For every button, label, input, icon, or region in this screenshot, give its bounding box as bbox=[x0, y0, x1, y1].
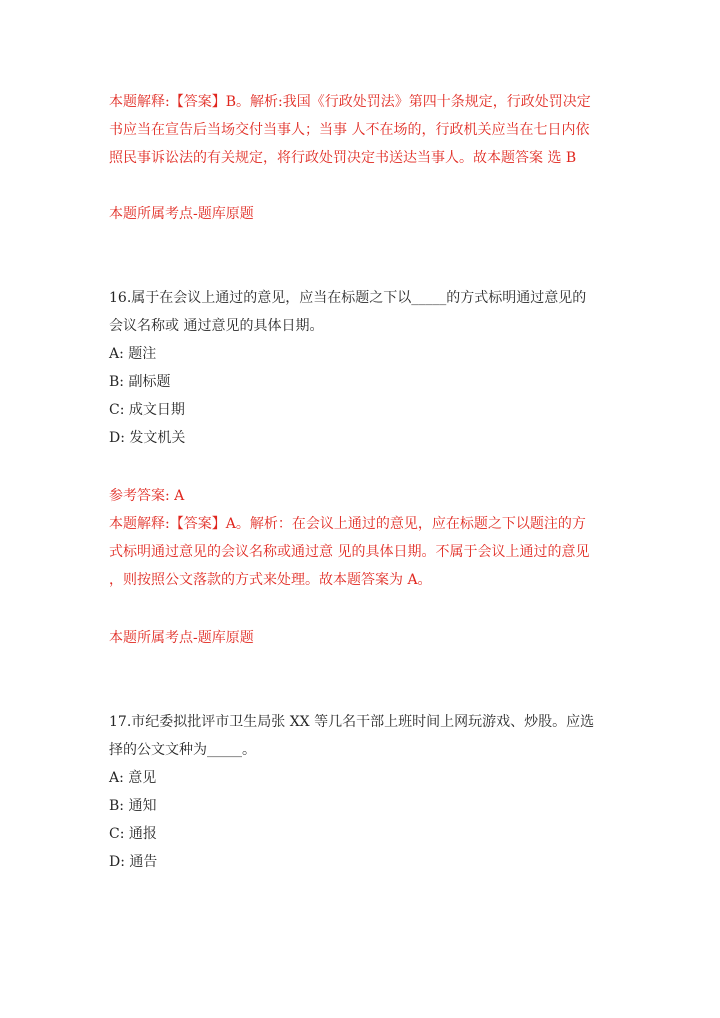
option-b: B: 通知 bbox=[109, 798, 157, 814]
question-15-knowledge-point bbox=[109, 200, 619, 228]
explanation-line: 书应当在宣告后当场交付当事人；当事 人不在场的，行政机关应当在七日内依 bbox=[109, 122, 590, 138]
question-stem-line: 择的公文文种为_____。 bbox=[109, 742, 256, 758]
explanation-line: 本题解释:【答案】B。解析:我国《行政处罚法》第四十条规定，行政处罚决定 bbox=[109, 94, 591, 110]
question-stem-line: 17.市纪委拟批评市卫生局张 XX 等几名干部上班时间上网玩游戏、炒股。应选 bbox=[109, 714, 595, 730]
option-a: A: 意见 bbox=[109, 770, 157, 786]
question-stem-line: 16.属于在会议上通过的意见，应当在标题之下以_____的方式标明通过意见的 bbox=[109, 290, 587, 306]
question-16 bbox=[109, 284, 619, 452]
knowledge-point-text: 本题所属考点-题库原题 bbox=[109, 630, 254, 646]
explanation-line: 照民事诉讼法的有关规定，将行政处罚决定书送达当事人。故本题答案 选 B bbox=[109, 150, 577, 166]
explanation-line: 本题解释:【答案】A。解析：在会议上通过的意见，应在标题之下以题注的方 bbox=[109, 516, 586, 532]
knowledge-point-text: 本题所属考点-题库原题 bbox=[109, 206, 254, 222]
question-15-explanation bbox=[109, 88, 619, 172]
option-b: B: 副标题 bbox=[109, 374, 171, 390]
question-16-knowledge-point bbox=[109, 624, 619, 652]
option-d: D: 发文机关 bbox=[109, 430, 186, 446]
option-c: C: 成文日期 bbox=[109, 402, 185, 418]
reference-answer: 参考答案: A bbox=[109, 488, 185, 504]
option-d: D: 通告 bbox=[109, 854, 158, 870]
explanation-line: ，则按照公文落款的方式来处理。故本题答案为 A。 bbox=[109, 572, 432, 588]
question-17 bbox=[109, 708, 619, 876]
option-c: C: 通报 bbox=[109, 826, 157, 842]
option-a: A: 题注 bbox=[109, 346, 157, 362]
question-16-answer bbox=[109, 482, 619, 594]
question-stem-line: 会议名称或 通过意见的具体日期。 bbox=[109, 318, 324, 334]
explanation-line: 式标明通过意见的会议名称或通过意 见的具体日期。不属于会议上通过的意见 bbox=[109, 544, 590, 560]
